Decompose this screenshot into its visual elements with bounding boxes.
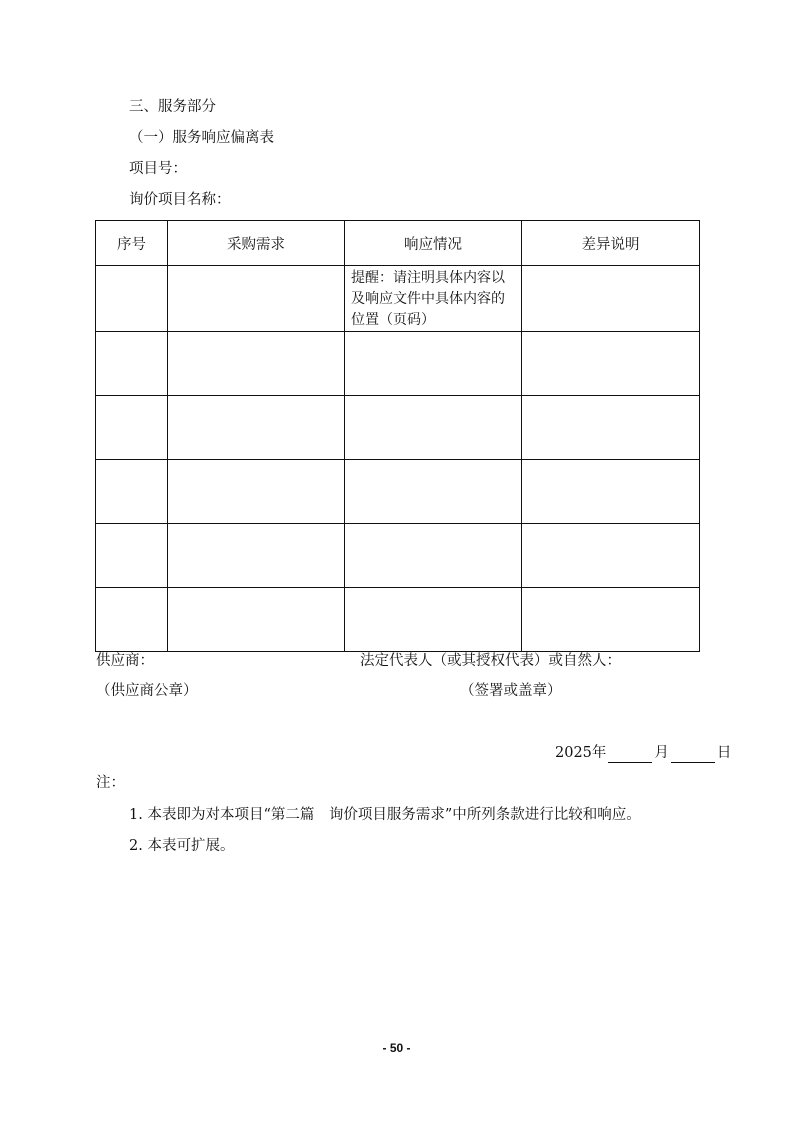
header-requirement: 采购需求: [168, 221, 345, 266]
deviation-table: [95, 220, 700, 652]
table-row: [96, 524, 700, 588]
project-name-label: 询价项目名称：: [129, 192, 231, 208]
section-title: 三、服务部分: [129, 99, 216, 115]
date-year: 2025年: [555, 745, 607, 761]
table-cell[interactable]: [345, 396, 522, 460]
table-cell[interactable]: [522, 460, 700, 524]
date-month: 月: [654, 745, 669, 761]
supplier-label: 供应商：: [96, 653, 154, 669]
header-response: 响应情况: [345, 221, 522, 266]
table-row: [96, 588, 700, 652]
response-hint: 提醒：请注明具体内容以及响应文件中具体内容的位置（页码）: [345, 266, 522, 332]
representative-label: 法定代表人（或其授权代表）或自然人：: [360, 653, 621, 669]
table-cell[interactable]: [345, 588, 522, 652]
table-cell[interactable]: [96, 524, 168, 588]
table-cell[interactable]: [168, 588, 345, 652]
table-cell[interactable]: [522, 588, 700, 652]
date-line: [555, 743, 731, 763]
table-row: [96, 266, 700, 332]
table-cell[interactable]: [168, 460, 345, 524]
table-cell[interactable]: [522, 332, 700, 396]
section-subtitle: （一）服务响应偏离表: [129, 130, 274, 146]
table-cell[interactable]: [168, 396, 345, 460]
header-index: 序号: [96, 221, 168, 266]
table-row: [96, 396, 700, 460]
page-number: - 50 -: [382, 1041, 411, 1055]
notes-label: 注：: [96, 775, 125, 791]
table-cell[interactable]: [345, 332, 522, 396]
header-difference: 差异说明: [522, 221, 700, 266]
table-cell[interactable]: [96, 588, 168, 652]
table-cell[interactable]: [96, 266, 168, 332]
project-number-label: 项目号：: [129, 161, 187, 177]
table-row: [96, 460, 700, 524]
table-cell[interactable]: [345, 460, 522, 524]
supplier-seal: （供应商公章）: [96, 683, 198, 699]
table-cell[interactable]: [168, 332, 345, 396]
table-cell[interactable]: [522, 396, 700, 460]
representative-sign: （签署或盖章）: [460, 683, 562, 699]
table-cell[interactable]: [96, 332, 168, 396]
note-item: 2. 本表可扩展。: [129, 838, 235, 854]
note-item: 1. 本表即为对本项目“第二篇 询价项目服务需求”中所列条款进行比较和响应。: [129, 807, 641, 823]
table-cell[interactable]: [96, 460, 168, 524]
month-blank[interactable]: [608, 746, 652, 763]
table-header-row: [96, 221, 700, 266]
table-cell[interactable]: [345, 524, 522, 588]
table-cell[interactable]: [96, 396, 168, 460]
table-cell[interactable]: [168, 266, 345, 332]
table-cell[interactable]: [168, 524, 345, 588]
day-blank[interactable]: [671, 746, 715, 763]
date-day: 日: [716, 745, 732, 761]
table-cell[interactable]: [522, 266, 700, 332]
table-cell[interactable]: [522, 524, 700, 588]
table-row: [96, 332, 700, 396]
